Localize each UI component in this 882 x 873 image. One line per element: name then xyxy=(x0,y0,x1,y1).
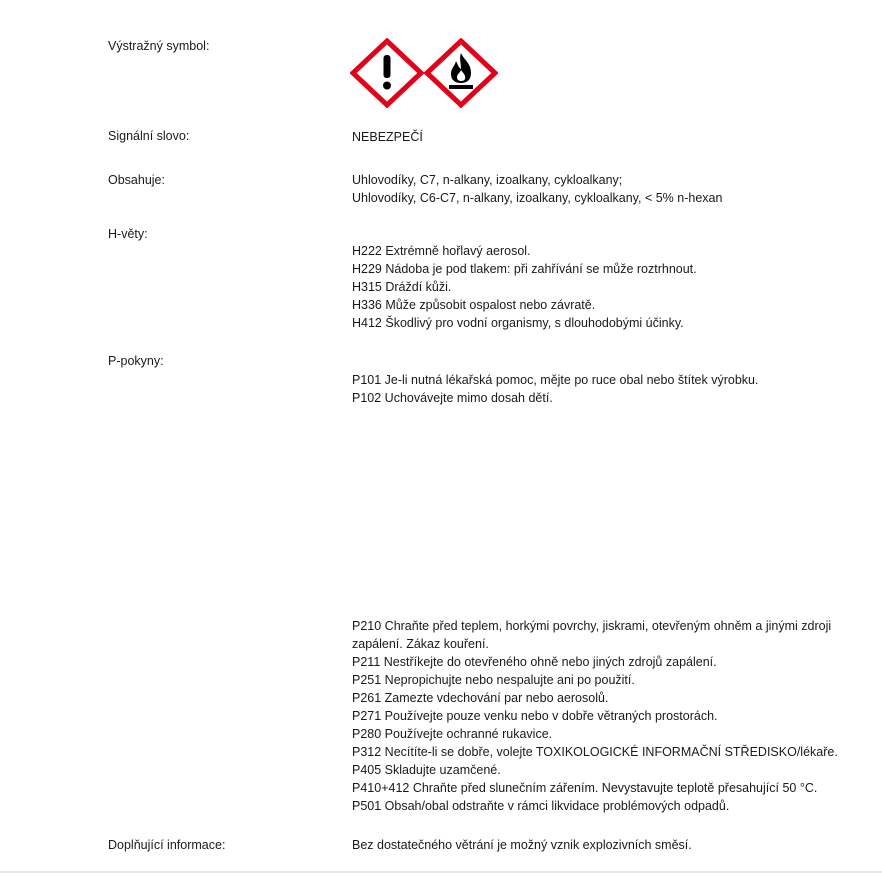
p-statements-bottom-list xyxy=(352,617,842,815)
label-signal-word: Signální slovo: xyxy=(108,129,190,143)
h-statement: H222 Extrémně hořlavý aerosol. xyxy=(352,244,531,258)
p-statement: P261 Zamezte vdechování par nebo aerosolů. xyxy=(352,691,609,705)
h-statement: H229 Nádoba je pod tlakem: při zahřívání se může roztrhnout. xyxy=(352,262,697,276)
label-contains: Obsahuje: xyxy=(108,173,165,187)
p-statement: P251 Nepropichujte nebo nespalujte ani po použití. xyxy=(352,673,635,687)
contains-list xyxy=(352,171,722,207)
label-p-statements: P-pokyny: xyxy=(108,354,164,368)
p-statement: P101 Je-li nutná lékařská pomoc, mějte po ruce obal nebo štítek výrobku. xyxy=(352,373,759,387)
p-statement: P312 Necítíte-li se dobře, volejte TOXIKOLOGICKÉ INFORMAČNÍ STŘEDISKO/lékaře. xyxy=(352,745,838,759)
p-statement: P410+412 Chraňte před slunečním zářením. Nevystavujte teplotě přesahující 50 °C. xyxy=(352,781,818,795)
label-additional-info: Doplňující informace: xyxy=(108,838,226,852)
p-statement: P280 Používejte ochranné rukavice. xyxy=(352,727,553,741)
p-statement: P102 Uchovávejte mimo dosah dětí. xyxy=(352,391,553,405)
p-statement: P210 Chraňte před teplem, horkými povrchy, jiskrami, otevřeným ohněm a jinými zdroji zapálení. Zákaz kouření. xyxy=(352,619,832,651)
p-statement: P271 Používejte pouze venku nebo v dobře větraných prostorách. xyxy=(352,709,718,723)
label-hazard-symbol: Výstražný symbol: xyxy=(108,39,210,53)
additional-info-value: Bez dostatečného větrání je možný vznik explozivních směsí. xyxy=(352,838,692,852)
contains-item: Uhlovodíky, C6-C7, n-alkany, izoalkany, cykloalkany, < 5% n-hexan xyxy=(352,191,723,205)
p-statement: P405 Skladujte uzamčené. xyxy=(352,763,501,777)
label-h-statements: H-věty: xyxy=(108,227,148,241)
p-statement: P211 Nestříkejte do otevřeného ohně nebo jiných zdrojů zapálení. xyxy=(352,655,717,669)
p-statements-top-list xyxy=(352,371,758,407)
h-statement: H336 Může způsobit ospalost nebo závratě. xyxy=(352,298,596,312)
p-statement: P501 Obsah/obal odstraňte v rámci likvidace problémových odpadů. xyxy=(352,799,730,813)
h-statement: H315 Dráždí kůži. xyxy=(352,280,452,294)
h-statements-list xyxy=(352,242,697,332)
contains-item: Uhlovodíky, C7, n-alkany, izoalkany, cykloalkany; xyxy=(352,173,623,187)
exclamation-mark-icon xyxy=(350,38,424,108)
signal-word-value: NEBEZPEČÍ xyxy=(352,130,423,144)
flame-icon xyxy=(424,38,498,108)
h-statement: H412 Škodlivý pro vodní organismy, s dlouhodobými účinky. xyxy=(352,316,684,330)
